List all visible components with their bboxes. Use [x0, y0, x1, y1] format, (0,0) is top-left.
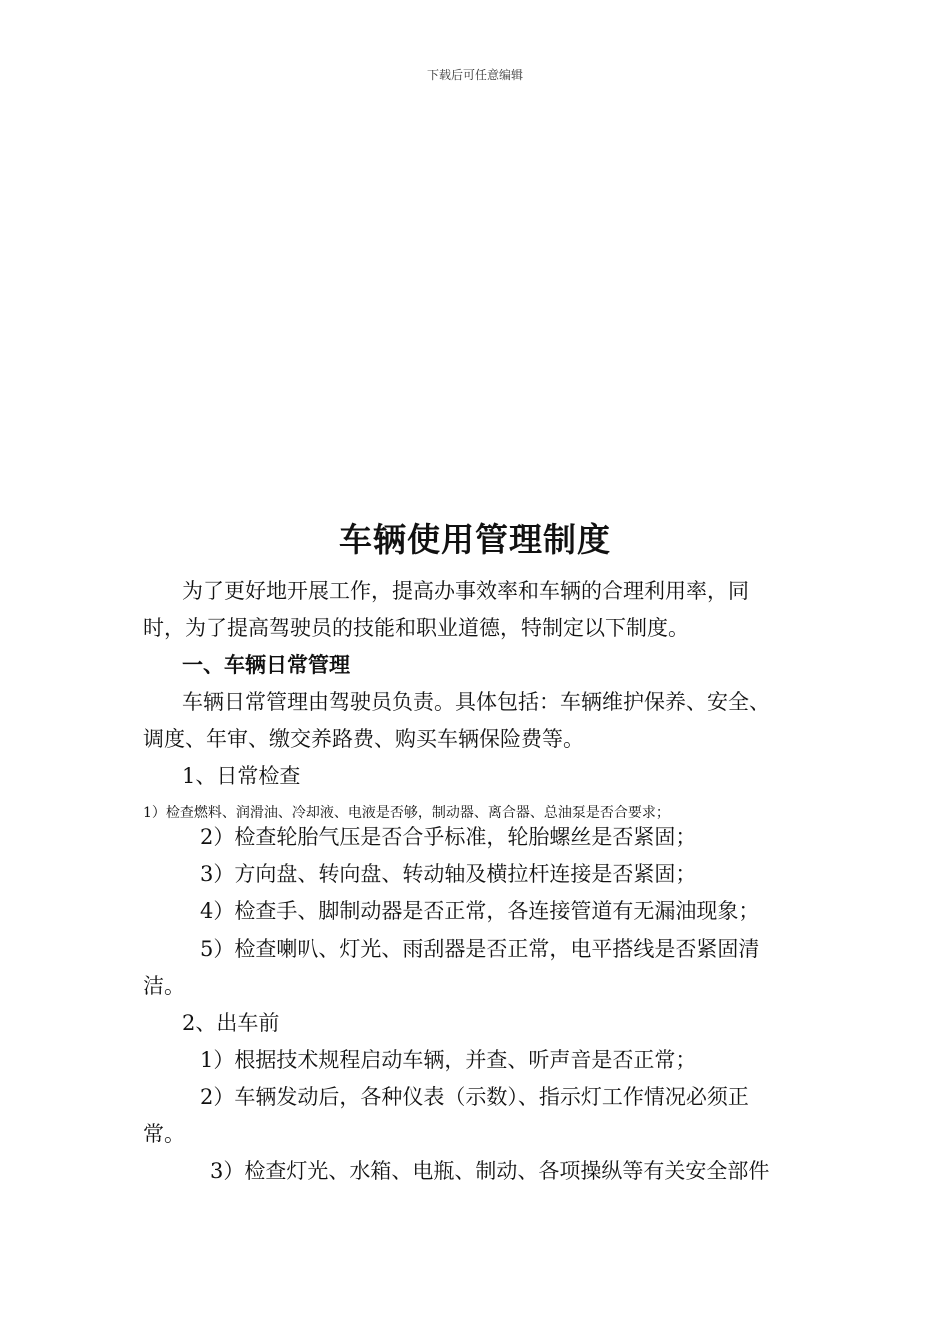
departure-item-1: 1）根据技术规程启动车辆，并查、听声音是否正常；: [200, 1048, 697, 1072]
intro-line-1: 为了更好地开展工作，提高办事效率和车辆的合理利用率，同: [182, 579, 749, 603]
daily-check-item-5-line-2: 洁。: [143, 974, 185, 998]
section1-paragraph-line-2: 调度、年审、缴交养路费、购买车辆保险费等。: [143, 727, 584, 751]
daily-check-item-3: 3）方向盘、转向盘、转动轴及横拉杆连接是否紧固；: [200, 862, 697, 886]
section-heading-daily-management: 一、车辆日常管理: [182, 653, 350, 677]
section1-paragraph-line-1: 车辆日常管理由驾驶员负责。具体包括：车辆维护保养、安全、: [182, 690, 770, 714]
departure-item-2-line-1: 2）车辆发动后，各种仪表（示数）、指示灯工作情况必须正: [200, 1085, 749, 1109]
daily-check-item-1: 1）检查燃料、润滑油、冷却液、电液是否够，制动器、离合器、总油泵是否合要求；: [143, 805, 670, 821]
document-title: 车辆使用管理制度: [339, 520, 611, 559]
subheading-daily-check: 1、日常检查: [182, 764, 301, 788]
subheading-before-departure: 2、出车前: [182, 1011, 280, 1035]
daily-check-item-2: 2）检查轮胎气压是否合乎标准，轮胎螺丝是否紧固；: [200, 825, 697, 849]
header-note: 下载后可任意编辑: [426, 68, 523, 82]
daily-check-item-4: 4）检查手、脚制动器是否正常，各连接管道有无漏油现象；: [200, 899, 760, 923]
daily-check-item-5-line-1: 5）检查喇叭、灯光、雨刮器是否正常，电平搭线是否紧固清: [200, 937, 760, 961]
departure-item-3: 3）检查灯光、水箱、电瓶、制动、各项操纵等有关安全部件: [210, 1159, 770, 1183]
departure-item-2-line-2: 常。: [143, 1122, 185, 1146]
intro-line-2: 时，为了提高驾驶员的技能和职业道德，特制定以下制度。: [143, 616, 689, 640]
